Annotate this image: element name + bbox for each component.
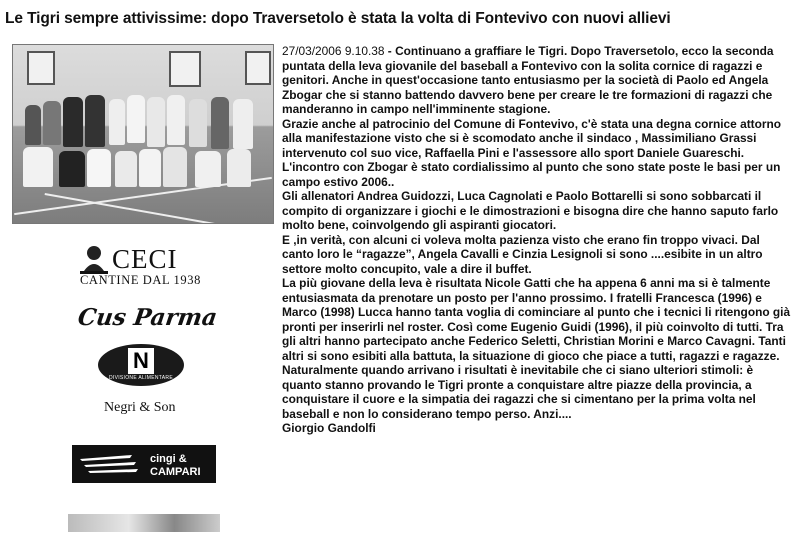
cingi-campari-logo xyxy=(72,445,216,483)
article-paragraph: La più giovane della leva è risultata Nicole Gatti che ha appena 6 anni ma si è talmente entusiasmata da prenotare un posto per l'anno prossimo. I fratelli Francesca (1996) e Marco (1998) Lucca hanno tanta voglia di cominciare al punto che i tecnici li ritengono già pronti per inserirli nel roster. Così come Eugenio Guidi (1996), il più coinvolto di tutti. Tra gli altri hanno partecipato anche Federico Seletti, Christian Morini e Marco Cavagni. Tanti altri si sono esibiti alla battuta, la situazione di gioco che piace a tutti, ragazzi e ragazze. xyxy=(282,276,791,363)
team-group xyxy=(23,125,263,220)
n-divisione-alimentare-logo xyxy=(98,344,184,386)
article-lead: - Continuano a graffiare le Tigri. Dopo Traversetolo, ecco la seconda puntata della leva giovanile del baseball a Fontevivo con la solita cornice di ragazzi e genitori. Anche in quest'occasione tanto entusiasmo per la società di Paolo ed Angela Zbogar che si stanno battendo davvero bene per creare le tre formazioni di ragazzi che manderanno in campo nell'imminente stagione. xyxy=(282,44,774,116)
article-author: Giorgio Gandolfi xyxy=(282,421,376,435)
gym-window xyxy=(245,51,271,85)
ceci-logo-name: CECI xyxy=(112,244,178,274)
article-paragraph: Grazie anche al patrocinio del Comune di Fontevivo, c'è stata una degna cornice attorno alla manifestazione visto che si è scomodato anche il sindaco , Massimiliano Grassi intervenuto col suo vice, Raffaella Pini e l'assessore allo sport Daniele Guareschi. L'incontro con Zbogar è stato cordialissimo al punto che sono state poste le basi per un campo estivo 2006.. xyxy=(282,116,782,189)
negri-son-logo: Negri & Son xyxy=(104,400,176,415)
article-headline: Le Tigri sempre attivissime: dopo Traversetolo è stata la volta di Fontevivo con nuovi allievi xyxy=(5,10,671,27)
cingi-stripes-icon xyxy=(80,455,138,475)
cingi-line2: CAMPARI xyxy=(150,466,201,478)
ceci-logo-mark xyxy=(80,244,108,274)
gym-window xyxy=(169,51,201,87)
article-paragraph: E ,in verità, con alcuni ci voleva molta pazienza visto che erano fin troppo vivaci. Dal canto loro le “ragazze”, Angela Cavalli e Cinzia Lesignoli si sono ....esibite in un altro settore molto concupito, vale a dire il buffet. xyxy=(282,232,763,276)
article-body xyxy=(282,44,792,436)
n-logo-subtitle: DIVISIONE ALIMENTARE xyxy=(109,375,173,381)
article-date: 27/03/2006 9.10.38 xyxy=(282,44,385,58)
team-photo xyxy=(12,44,274,224)
gym-window xyxy=(27,51,55,85)
article-paragraph: Gli allenatori Andrea Guidozzi, Luca Cagnolati e Paolo Bottarelli si sono sobbarcati il compito di organizzare i giochi e le dimostrazioni e bisogna dire che hanno saputo farlo molto bene, coinvolgendo gli aspiranti giocatori. xyxy=(282,189,779,232)
cus-parma-logo: Cus Parma xyxy=(76,304,219,331)
cingi-line1: cingi & xyxy=(150,453,187,465)
ceci-logo-subtitle: CANTINE DAL 1938 xyxy=(80,273,201,287)
sponsor-banner-strip xyxy=(68,514,220,532)
article-lead-paragraph xyxy=(282,44,792,117)
n-logo-letter: N xyxy=(128,348,154,374)
article-paragraph: Naturalmente quando arrivano i risultati è inevitabile che ci siano ulteriori stimoli: è quanto stanno provando le Tigri pronte a conquistare altre piazze della provincia, a conquistare il cuore e la simpatia dei ragazzi che si cimentano per la prima volta nel baseball e non lo considerano tempo perso. Anzi.... xyxy=(282,363,756,421)
